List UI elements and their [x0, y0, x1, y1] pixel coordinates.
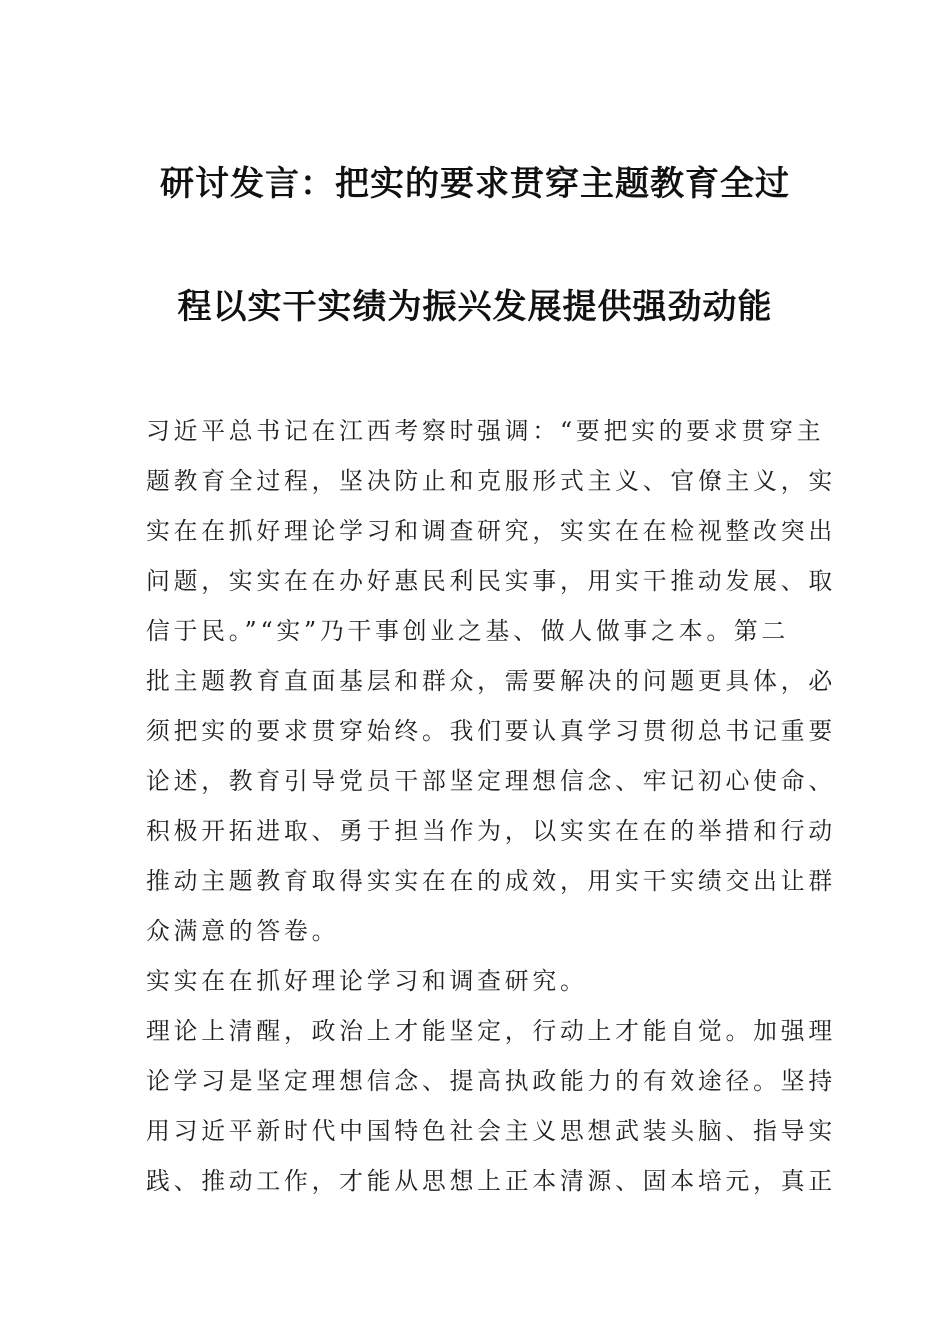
paragraph-2-line: 论学习是坚定理想信念、提高执政能力的有效途径。坚持 — [146, 1067, 836, 1095]
document-title-line-2: 程以实干实绩为振兴发展提供强劲动能 — [177, 287, 773, 327]
paragraph-2-line: 践、推动工作，才能从思想上正本清源、固本培元，真正 — [146, 1167, 836, 1195]
paragraph-1-line: 论述，教育引导党员干部坚定理想信念、牢记初心使命、 — [146, 767, 836, 795]
section-heading: 实实在在抓好理论学习和调查研究。 — [146, 967, 588, 995]
paragraph-1-line: 批主题教育直面基层和群众，需要解决的问题更具体，必 — [146, 667, 836, 695]
document-title-line-1: 研讨发言：把实的要求贯穿主题教育全过 — [160, 164, 790, 204]
paragraph-1-line: 信于民。”“实”乃干事创业之基、做人做事之本。第二 — [146, 617, 790, 645]
paragraph-1-line: 积极开拓进取、勇于担当作为，以实实在在的举措和行动 — [146, 817, 836, 845]
paragraph-1-line: 实在在抓好理论学习和调查研究，实实在在检视整改突出 — [146, 517, 836, 545]
paragraph-1-line: 问题，实实在在办好惠民利民实事，用实干推动发展、取 — [146, 567, 836, 595]
paragraph-1-line: 题教育全过程，坚决防止和克服形式主义、官僚主义，实 — [146, 467, 836, 495]
paragraph-1-line: 须把实的要求贯穿始终。我们要认真学习贯彻总书记重要 — [146, 717, 836, 745]
paragraph-1-line: 推动主题教育取得实实在在的成效，用实干实绩交出让群 — [146, 867, 836, 895]
paragraph-2-line: 用习近平新时代中国特色社会主义思想武装头脑、指导实 — [146, 1117, 836, 1145]
paragraph-1-line: 众满意的答卷。 — [146, 917, 340, 945]
paragraph-2-line: 理论上清醒，政治上才能坚定，行动上才能自觉。加强理 — [146, 1017, 836, 1045]
paragraph-1-line: 习近平总书记在江西考察时强调：“要把实的要求贯穿主 — [146, 417, 825, 445]
body-text — [146, 406, 836, 1206]
